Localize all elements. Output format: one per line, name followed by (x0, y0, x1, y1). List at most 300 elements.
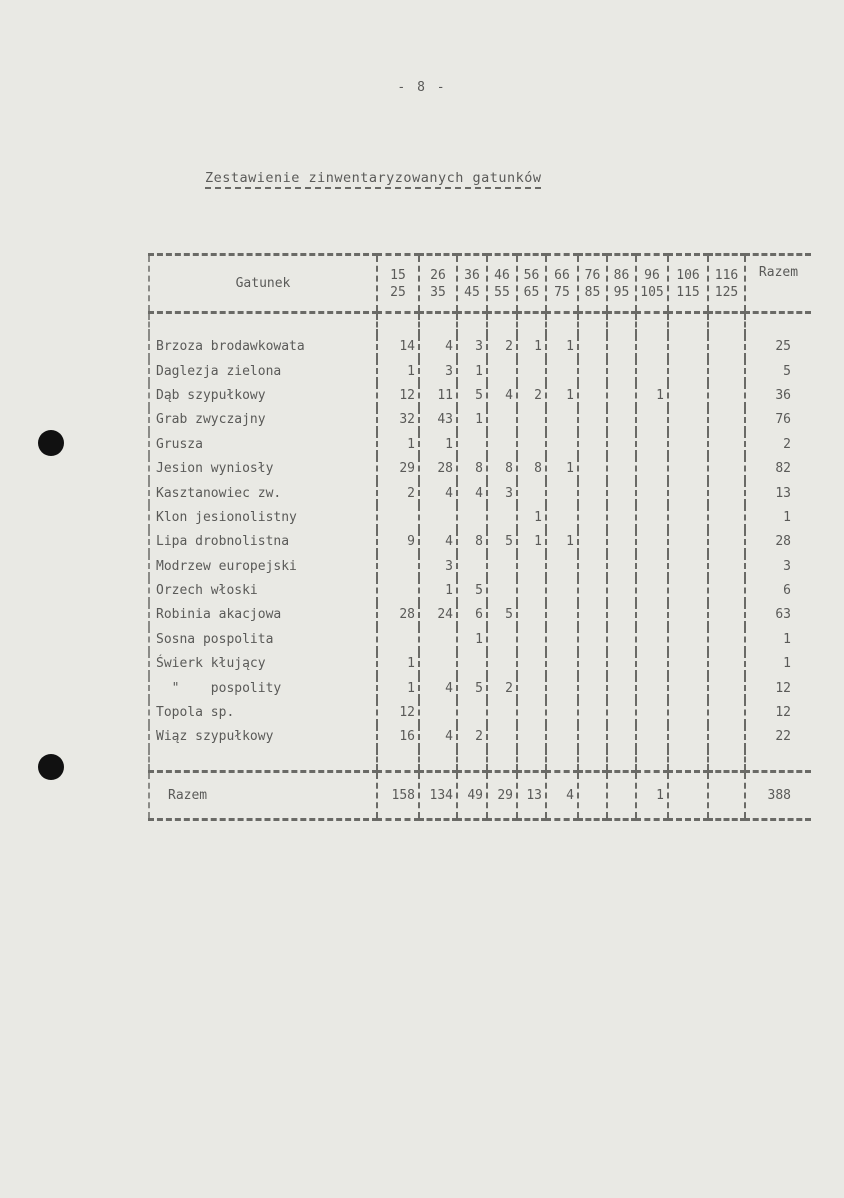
range-from: 76 (584, 267, 601, 283)
count-cell (668, 432, 708, 456)
row-total: 25 (745, 335, 811, 359)
count-cell: 12 (377, 383, 419, 407)
table-row (149, 383, 811, 407)
empty-cell (546, 749, 578, 771)
count-cell (708, 383, 745, 407)
empty-cell (607, 749, 636, 771)
count-cell (708, 652, 745, 676)
count-cell: 1 (457, 408, 487, 432)
count-cell (517, 700, 546, 724)
count-cell (708, 530, 745, 554)
count-cell: 1 (377, 432, 419, 456)
table-row (149, 408, 811, 432)
count-cell (578, 725, 607, 749)
count-cell (419, 505, 457, 529)
table-row (149, 725, 811, 749)
count-cell (517, 725, 546, 749)
count-cell (546, 554, 578, 578)
count-cell: 1 (517, 505, 546, 529)
empty-cell (487, 313, 517, 335)
count-cell: 5 (457, 676, 487, 700)
range-from: 36 (464, 267, 480, 283)
range-to: 85 (584, 284, 601, 300)
range-to: 65 (523, 284, 540, 300)
row-total: 1 (745, 652, 811, 676)
count-cell (668, 456, 708, 480)
empty-cell (377, 313, 419, 335)
count-cell (377, 578, 419, 602)
row-total: 12 (745, 676, 811, 700)
row-total: 63 (745, 603, 811, 627)
count-cell (546, 652, 578, 676)
count-cell (607, 408, 636, 432)
range-from: 86 (613, 267, 630, 283)
count-cell (517, 603, 546, 627)
count-cell: 2 (487, 676, 517, 700)
empty-cell (668, 313, 708, 335)
table-row (149, 627, 811, 651)
column-header-range (377, 255, 419, 313)
count-cell (377, 554, 419, 578)
sum-cell: 1 (636, 771, 668, 819)
species-name: Robinia akacjowa (149, 603, 377, 627)
count-cell (708, 676, 745, 700)
count-cell (487, 627, 517, 651)
count-cell (668, 383, 708, 407)
range-from: 66 (554, 267, 570, 283)
species-name: Grusza (149, 432, 377, 456)
count-cell: 1 (457, 627, 487, 651)
count-cell: 1 (419, 578, 457, 602)
count-cell (546, 481, 578, 505)
count-cell: 28 (377, 603, 419, 627)
count-cell (546, 432, 578, 456)
count-cell (578, 700, 607, 724)
grand-total: 388 (745, 771, 811, 819)
count-cell: 6 (457, 603, 487, 627)
species-name: Topola sp. (149, 700, 377, 724)
count-cell (546, 700, 578, 724)
count-cell (487, 578, 517, 602)
row-total: 3 (745, 554, 811, 578)
count-cell (668, 335, 708, 359)
count-cell (517, 432, 546, 456)
count-cell (487, 359, 517, 383)
range-from: 96 (644, 267, 660, 283)
count-cell (457, 554, 487, 578)
count-cell: 1 (517, 335, 546, 359)
count-cell (578, 408, 607, 432)
sum-cell (668, 771, 708, 819)
species-name: Dąb szypułkowy (149, 383, 377, 407)
count-cell (578, 627, 607, 651)
count-cell: 4 (457, 481, 487, 505)
count-cell (517, 627, 546, 651)
count-cell: 12 (377, 700, 419, 724)
count-cell (668, 505, 708, 529)
sum-cell: 29 (487, 771, 517, 819)
count-cell: 2 (377, 481, 419, 505)
count-cell: 1 (636, 383, 668, 407)
count-cell (708, 432, 745, 456)
count-cell (607, 335, 636, 359)
column-header-range (419, 255, 457, 313)
count-cell (636, 676, 668, 700)
species-name: Modrzew europejski (149, 554, 377, 578)
row-total: 2 (745, 432, 811, 456)
range-to: 115 (676, 284, 700, 300)
count-cell (668, 530, 708, 554)
count-cell: 2 (487, 335, 517, 359)
empty-cell (517, 749, 546, 771)
species-name: Lipa drobnolistna (149, 530, 377, 554)
count-cell: 1 (419, 432, 457, 456)
count-cell (668, 408, 708, 432)
count-cell: 11 (419, 383, 457, 407)
count-cell: 1 (546, 383, 578, 407)
empty-cell (457, 749, 487, 771)
count-cell: 1 (457, 359, 487, 383)
range-to: 25 (390, 284, 406, 300)
count-cell (578, 676, 607, 700)
count-cell (419, 700, 457, 724)
table-row (149, 578, 811, 602)
count-cell: 2 (457, 725, 487, 749)
count-cell (636, 578, 668, 602)
count-cell (636, 652, 668, 676)
count-cell: 43 (419, 408, 457, 432)
count-cell (377, 505, 419, 529)
count-cell (708, 578, 745, 602)
empty-cell (149, 313, 377, 335)
row-total: 1 (745, 505, 811, 529)
sum-row (149, 771, 811, 819)
count-cell (578, 505, 607, 529)
column-header-range (636, 255, 668, 313)
count-cell: 1 (546, 456, 578, 480)
count-cell: 5 (487, 603, 517, 627)
count-cell (607, 530, 636, 554)
count-cell (517, 359, 546, 383)
sum-cell: 13 (517, 771, 546, 819)
table-row (149, 676, 811, 700)
table-row (149, 700, 811, 724)
count-cell (708, 627, 745, 651)
count-cell (708, 359, 745, 383)
column-header-total: Razem (745, 255, 811, 313)
count-cell (636, 432, 668, 456)
document-title: Zestawienie zinwentaryzowanych gatunków (205, 170, 541, 189)
count-cell: 8 (457, 456, 487, 480)
count-cell (578, 603, 607, 627)
count-cell (487, 505, 517, 529)
count-cell: 3 (457, 335, 487, 359)
count-cell (457, 652, 487, 676)
row-total: 6 (745, 578, 811, 602)
sum-cell: 134 (419, 771, 457, 819)
count-cell (636, 335, 668, 359)
count-cell: 8 (457, 530, 487, 554)
row-spacer (149, 313, 811, 335)
empty-cell (636, 749, 668, 771)
count-cell (578, 335, 607, 359)
count-cell (517, 408, 546, 432)
count-cell (607, 432, 636, 456)
count-cell: 1 (377, 652, 419, 676)
empty-cell (517, 313, 546, 335)
table-row (149, 603, 811, 627)
range-from: 56 (523, 267, 540, 283)
count-cell (517, 578, 546, 602)
count-cell (517, 652, 546, 676)
count-cell: 1 (377, 676, 419, 700)
column-header-range (607, 255, 636, 313)
count-cell (578, 578, 607, 602)
range-to: 35 (430, 284, 446, 300)
count-cell (607, 481, 636, 505)
count-cell (636, 603, 668, 627)
count-cell (457, 505, 487, 529)
table-row (149, 481, 811, 505)
species-name: Świerk kłujący (149, 652, 377, 676)
count-cell (578, 652, 607, 676)
species-name: Kasztanowiec zw. (149, 481, 377, 505)
species-name: Jesion wyniosły (149, 456, 377, 480)
empty-cell (546, 313, 578, 335)
count-cell (578, 383, 607, 407)
count-cell (517, 481, 546, 505)
species-table (148, 253, 811, 821)
column-header-species: Gatunek (149, 255, 377, 313)
row-total: 22 (745, 725, 811, 749)
count-cell (607, 383, 636, 407)
count-cell (607, 700, 636, 724)
range-from: 15 (390, 267, 406, 283)
punch-hole (38, 430, 64, 456)
sum-label: Razem (149, 771, 377, 819)
species-name: " pospolity (149, 676, 377, 700)
empty-cell (745, 313, 811, 335)
row-total: 13 (745, 481, 811, 505)
range-to: 55 (494, 284, 510, 300)
count-cell (668, 725, 708, 749)
row-spacer (149, 749, 811, 771)
sum-cell (578, 771, 607, 819)
count-cell: 24 (419, 603, 457, 627)
count-cell (607, 359, 636, 383)
column-header-range (517, 255, 546, 313)
sum-cell (708, 771, 745, 819)
count-cell (546, 578, 578, 602)
empty-cell (419, 313, 457, 335)
count-cell (578, 554, 607, 578)
sum-cell (607, 771, 636, 819)
empty-cell (578, 749, 607, 771)
column-header-range (487, 255, 517, 313)
count-cell (668, 652, 708, 676)
count-cell (668, 700, 708, 724)
count-cell (607, 603, 636, 627)
table-row (149, 456, 811, 480)
range-to: 45 (464, 284, 480, 300)
count-cell (487, 408, 517, 432)
empty-cell (419, 749, 457, 771)
row-total: 76 (745, 408, 811, 432)
row-total: 82 (745, 456, 811, 480)
count-cell (668, 554, 708, 578)
sum-cell: 158 (377, 771, 419, 819)
count-cell: 3 (419, 554, 457, 578)
count-cell (636, 725, 668, 749)
count-cell (636, 530, 668, 554)
table-row (149, 359, 811, 383)
range-from: 46 (494, 267, 510, 283)
range-from: 26 (430, 267, 446, 283)
count-cell: 4 (419, 481, 457, 505)
count-cell (546, 505, 578, 529)
count-cell (457, 432, 487, 456)
count-cell (708, 335, 745, 359)
count-cell (487, 700, 517, 724)
range-to: 95 (613, 284, 630, 300)
count-cell: 4 (419, 335, 457, 359)
species-name: Wiąz szypułkowy (149, 725, 377, 749)
count-cell: 14 (377, 335, 419, 359)
count-cell (517, 676, 546, 700)
empty-cell (149, 749, 377, 771)
empty-cell (457, 313, 487, 335)
empty-cell (708, 313, 745, 335)
count-cell (636, 456, 668, 480)
table-row (149, 505, 811, 529)
count-cell (377, 627, 419, 651)
count-cell (708, 603, 745, 627)
range-from: 106 (676, 267, 700, 283)
empty-cell (708, 749, 745, 771)
species-name: Sosna pospolita (149, 627, 377, 651)
count-cell: 4 (419, 725, 457, 749)
count-cell (607, 627, 636, 651)
table-row (149, 530, 811, 554)
count-cell: 9 (377, 530, 419, 554)
count-cell (546, 603, 578, 627)
count-cell (636, 554, 668, 578)
species-name: Brzoza brodawkowata (149, 335, 377, 359)
count-cell: 1 (377, 359, 419, 383)
count-cell (578, 359, 607, 383)
count-cell (546, 359, 578, 383)
count-cell (708, 725, 745, 749)
count-cell (487, 725, 517, 749)
count-cell: 1 (546, 335, 578, 359)
count-cell (636, 408, 668, 432)
range-from: 116 (714, 267, 739, 283)
column-header-range (457, 255, 487, 313)
row-total: 12 (745, 700, 811, 724)
row-total: 5 (745, 359, 811, 383)
count-cell: 4 (487, 383, 517, 407)
count-cell (607, 676, 636, 700)
count-cell (607, 578, 636, 602)
count-cell: 32 (377, 408, 419, 432)
table-row (149, 335, 811, 359)
range-to: 105 (640, 284, 664, 300)
count-cell: 2 (517, 383, 546, 407)
count-cell (708, 481, 745, 505)
count-cell (708, 505, 745, 529)
count-cell (668, 603, 708, 627)
column-header-range (668, 255, 708, 313)
count-cell (546, 627, 578, 651)
count-cell (517, 554, 546, 578)
count-cell (708, 408, 745, 432)
count-cell: 1 (517, 530, 546, 554)
column-header-range (708, 255, 745, 313)
count-cell (607, 456, 636, 480)
count-cell (668, 359, 708, 383)
count-cell (708, 554, 745, 578)
count-cell: 8 (487, 456, 517, 480)
empty-cell (578, 313, 607, 335)
count-cell: 4 (419, 676, 457, 700)
table-row (149, 652, 811, 676)
page-number: - 8 - (397, 80, 447, 95)
column-header-range (546, 255, 578, 313)
count-cell (636, 627, 668, 651)
column-header-range (578, 255, 607, 313)
row-total: 36 (745, 383, 811, 407)
species-name: Klon jesionolistny (149, 505, 377, 529)
row-total: 1 (745, 627, 811, 651)
count-cell: 29 (377, 456, 419, 480)
count-cell: 8 (517, 456, 546, 480)
count-cell: 4 (419, 530, 457, 554)
count-cell: 5 (487, 530, 517, 554)
range-to: 75 (554, 284, 570, 300)
count-cell: 28 (419, 456, 457, 480)
count-cell (578, 481, 607, 505)
count-cell (668, 627, 708, 651)
count-cell (487, 554, 517, 578)
species-name: Daglezja zielona (149, 359, 377, 383)
empty-cell (377, 749, 419, 771)
range-to: 125 (714, 284, 739, 300)
count-cell: 3 (419, 359, 457, 383)
count-cell: 16 (377, 725, 419, 749)
count-cell: 3 (487, 481, 517, 505)
sum-cell: 49 (457, 771, 487, 819)
count-cell (708, 700, 745, 724)
empty-cell (487, 749, 517, 771)
species-name: Grab zwyczajny (149, 408, 377, 432)
count-cell (419, 627, 457, 651)
count-cell (419, 652, 457, 676)
empty-cell (668, 749, 708, 771)
count-cell (487, 652, 517, 676)
count-cell (607, 725, 636, 749)
table-row (149, 432, 811, 456)
count-cell (487, 432, 517, 456)
count-cell (546, 725, 578, 749)
count-cell: 1 (546, 530, 578, 554)
count-cell (668, 481, 708, 505)
count-cell (578, 456, 607, 480)
count-cell (578, 530, 607, 554)
count-cell (457, 700, 487, 724)
punch-hole (38, 754, 64, 780)
count-cell (546, 408, 578, 432)
count-cell: 5 (457, 383, 487, 407)
